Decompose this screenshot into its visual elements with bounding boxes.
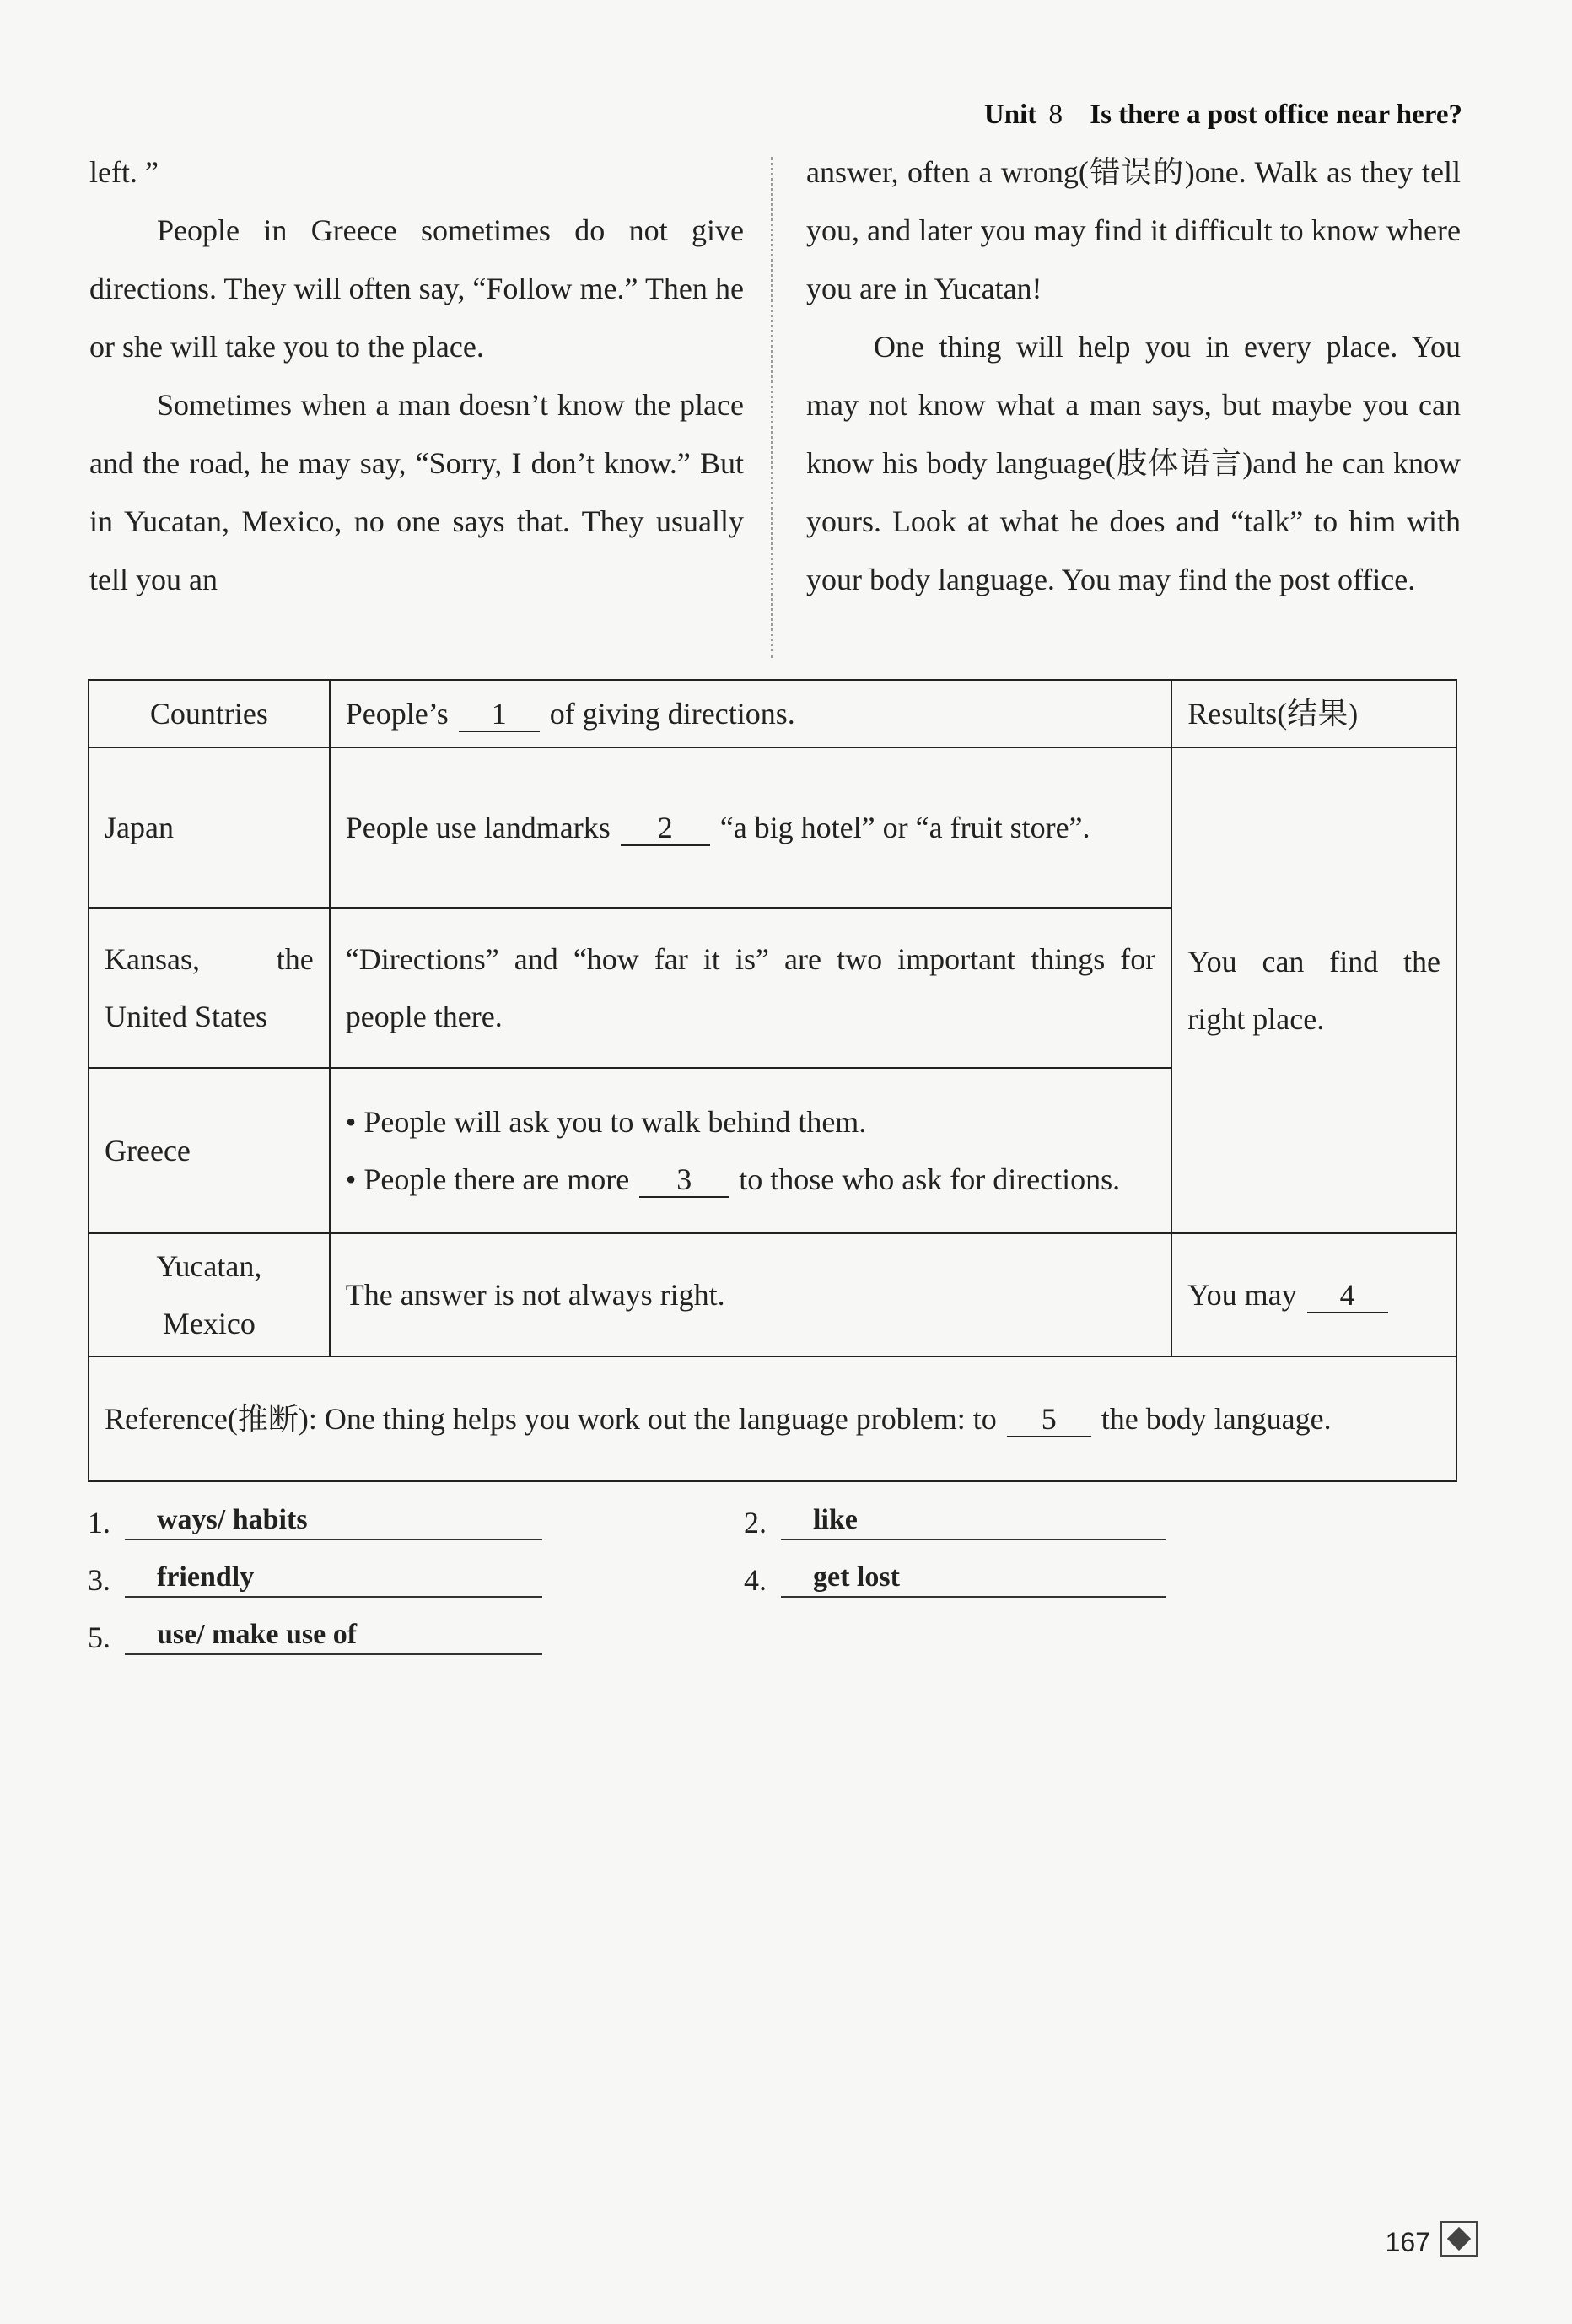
answer-text: get lost [781,1559,1166,1598]
japan-description [330,747,1171,908]
answer-number: 5. [88,1620,110,1654]
answer-number: 2. [744,1506,767,1539]
paragraph: answer, often a wrong(错误的)one. Walk as they tell you, and later you may find it difficult to know where you are in Yucatan! [806,155,1461,305]
column-divider [771,157,773,658]
shared-result: You can find the right place. [1171,747,1456,1233]
table-row-yucatan [89,1233,1456,1356]
greece-bullet-1: • People will ask you to walk behind them. [345,1105,867,1139]
greece-bullet-2-post: to those who ask for directions. [739,1162,1121,1196]
answer-item [744,1559,1166,1598]
unit-number: 8 [1048,100,1063,130]
answer-key [88,1502,1268,1674]
blank-5: 5 [1007,1402,1091,1437]
answer-text: like [781,1502,1166,1540]
answer-item [88,1502,542,1540]
answer-number: 1. [88,1506,110,1539]
paragraph: Sometimes when a man doesn’t know the place and the road, he may say, “Sorry, I don’t know.” But in Yucatan, Mexico, no one says that. They usually tell you an [89,388,744,596]
japan-pre: People use landmarks [345,811,611,844]
table-row-reference [89,1356,1456,1481]
blank-3: 3 [639,1162,729,1198]
answer-text: use/ make use of [125,1616,542,1655]
yucatan-result-pre: You may [1187,1278,1297,1312]
header-ways-post: of giving directions. [549,697,795,731]
diamond-icon [1440,2221,1478,2257]
yucatan-result [1171,1233,1456,1356]
blank-2: 2 [621,811,710,846]
greece-bullet-2-pre: • People there are more [345,1162,630,1196]
answer-item [88,1616,542,1655]
right-text-column [806,143,1461,609]
header-results: Results(结果) [1171,680,1456,747]
country-japan: Japan [89,747,330,908]
blank-1: 1 [459,697,540,732]
directions-table [88,679,1457,1482]
country-yucatan [89,1233,330,1356]
unit-label: Unit [983,100,1037,130]
japan-post: “a big hotel” or “a fruit store”. [719,811,1090,844]
page-number: 167 [1385,2227,1430,2257]
answer-item [744,1502,1166,1540]
yucatan-line-1: Yucatan, [156,1249,262,1283]
header-ways-pre: People’s [345,697,449,731]
table-header-row [89,680,1456,747]
greece-description [330,1068,1171,1233]
reference [89,1356,1456,1481]
reference-post: the body language. [1101,1402,1332,1436]
blank-4: 4 [1307,1278,1388,1313]
kansas-description: “Directions” and “how far it is” are two important things for people there. [330,908,1171,1068]
answer-item [88,1559,542,1598]
header-ways [330,680,1171,747]
reference-pre: Reference(推断): One thing helps you work out the language problem: to [105,1402,997,1436]
paragraph: left. ” [89,155,159,189]
yucatan-description: The answer is not always right. [330,1233,1171,1356]
running-header [984,100,1462,131]
paragraph: People in Greece sometimes do not give directions. They will often say, “Follow me.” Then he or she will take you to the place. [89,213,744,364]
answer-text: ways/ habits [125,1502,542,1540]
country-greece: Greece [89,1068,330,1233]
left-text-column [89,143,744,609]
unit-title: Is there a post office near here? [1090,100,1462,130]
table-row-japan [89,747,1456,908]
answer-number: 4. [744,1563,767,1597]
yucatan-line-2: Mexico [162,1307,256,1340]
answer-text: friendly [125,1559,542,1598]
paragraph: One thing will help you in every place. You may not know what a man says, but maybe you can know his body language(肢体语言)and he can know yours. Look at what he does and “talk” to him with your body language. You may find the post office. [806,330,1461,596]
answer-number: 3. [88,1563,110,1597]
header-countries: Countries [89,680,330,747]
country-kansas: Kansas, the United States [89,908,330,1068]
